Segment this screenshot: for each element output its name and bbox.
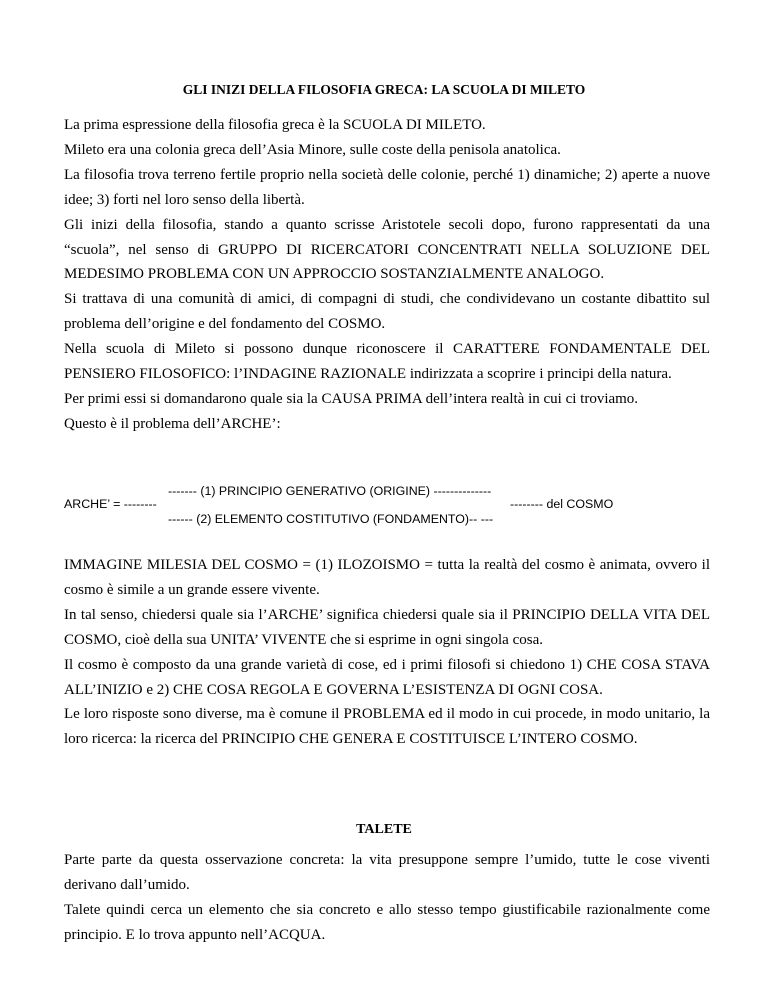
- scheme-foundation-line: ------ (2) ELEMENTO COSTITUTIVO (FONDAMENTO)-- ---: [168, 512, 494, 526]
- paragraph: Nella scuola di Mileto si possono dunque riconoscere il CARATTERE FONDAMENTALE DEL PENSIERO FILOSOFICO: l’INDAGINE RAZIONALE indirizzata a scoprire i principi della natura.: [64, 341, 710, 383]
- scheme-arche-label: ARCHE’ = --------: [64, 497, 157, 511]
- scheme-cosmo-label: -------- del COSMO: [510, 497, 614, 511]
- scheme-origin-line: ------- (1) PRINCIPIO GENERATIVO (ORIGINE) --------------: [168, 484, 492, 498]
- cosmos-text: [64, 553, 710, 752]
- paragraph: Le loro risposte sono diverse, ma è comune il PROBLEMA ed il modo in cui procede, in modo unitario, la loro ricerca: la ricerca del PRINCIPIO CHE GENERA E COSTITUISCE L’INTERO COSMO.: [64, 706, 710, 748]
- paragraph: La filosofia trova terreno fertile proprio nella società delle colonie, perché 1) dinamiche; 2) aperte a nuove idee; 3) forti nel loro senso della libertà.: [64, 166, 710, 208]
- paragraph: La prima espressione della filosofia greca è la SCUOLA DI MILETO.: [64, 117, 486, 133]
- paragraph: Talete quindi cerca un elemento che sia concreto e allo stesso tempo giustificabile razionalmente come principio. E lo trova appunto nell’ACQUA.: [64, 901, 710, 943]
- paragraph: Questo è il problema dell’ARCHE’:: [64, 415, 281, 432]
- paragraph: Per primi essi si domandarono quale sia la CAUSA PRIMA dell’intera realtà in cui ci troviamo.: [64, 390, 639, 407]
- section-title-talete: TALETE: [356, 822, 412, 837]
- paragraph: Mileto era una colonia greca dell’Asia Minore, sulle coste della penisola anatolica.: [64, 141, 561, 158]
- document-title: GLI INIZI DELLA FILOSOFIA GRECA: LA SCUOLA DI MILETO: [182, 82, 586, 97]
- paragraph: IMMAGINE MILESIA DEL COSMO = (1) ILOZOISMO = tutta la realtà del cosmo è animata, ovvero il cosmo è simile a un grande essere vivente.: [64, 557, 710, 598]
- paragraph: In tal senso, chiedersi quale sia l’ARCHE’ significa chiedersi quale sia il PRINCIPIO DELLA VITA DEL COSMO, cioè della sua UNITA’ VIVENTE che si esprime in ogni singola cosa.: [64, 606, 710, 648]
- paragraph: Il cosmo è composto da una grande varietà di cose, ed i primi filosofi si chiedono 1) CHE COSA STAVA ALL’INIZIO e 2) CHE COSA REGOLA E GOVERNA L’ESISTENZA DI OGNI COSA.: [64, 656, 710, 698]
- intro-text: [64, 113, 710, 437]
- talete-text: [64, 848, 710, 948]
- paragraph: Si trattava di una comunità di amici, di compagni di studi, che condividevano un costante dibattito sul problema dell’origine e del fondamento del COSMO.: [64, 291, 710, 333]
- paragraph: Gli inizi della filosofia, stando a quanto scrisse Aristotele secoli dopo, furono rappresentati da una “scuola”, nel senso di GRUPPO DI RICERCATORI CONCENTRATI NELLA SOLUZIONE DEL MEDESIMO PROBLEMA CON UN APPROCCIO SOSTANZIALMENTE ANALOGO.: [64, 216, 710, 283]
- paragraph: Parte parte da questa osservazione concreta: la vita presuppone sempre l’umido, tutte le cose viventi derivano dall’umido.: [64, 852, 710, 893]
